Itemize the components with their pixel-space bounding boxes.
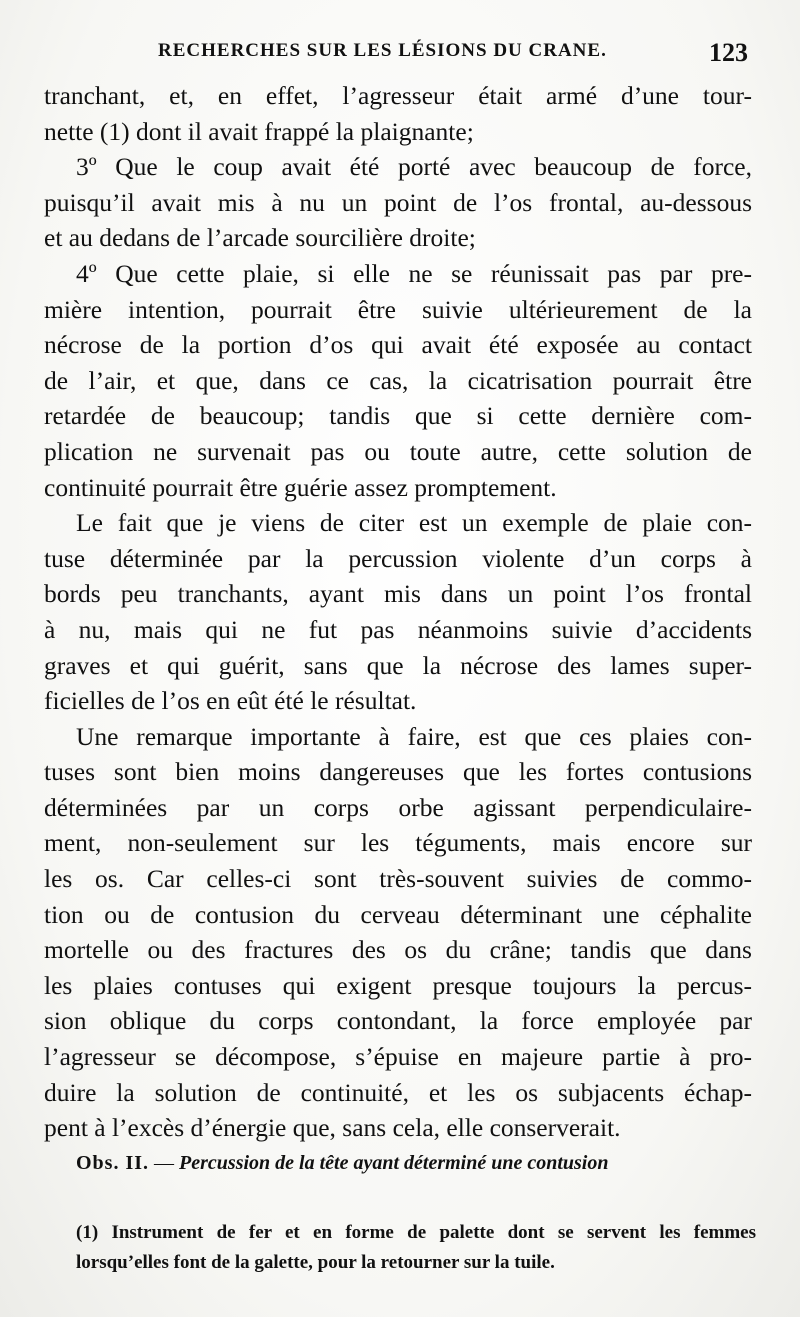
footnote-line: (1) Instrument de fer et en forme de palette dont se servent les femmes [76,1222,756,1243]
observation-dash: — [149,1152,180,1174]
footnote-line: lorsqu’elles font de la galette, pour la retourner sur la tuile. [76,1252,555,1273]
text-line: tuse déterminée par la percussion violente d’un corps à [44,543,752,573]
running-head: RECHERCHES SUR LES LÉSIONS DU CRANE. [158,40,607,61]
page-header [48,38,748,72]
text-line: les plaies contuses qui exigent presque toujours la percus- [44,970,752,1000]
text-line: mière intention, pourrait être suivie ultérieurement de la [44,294,752,324]
text-line: duire la solution de continuité, et les os subjacents échap- [44,1077,752,1107]
text-line: les os. Car celles-ci sont très-souvent suivies de commo- [44,864,752,894]
text-line: de l’air, et que, dans ce cas, la cicatrisation pourrait être [44,365,752,395]
text-line: retardée de beaucoup; tandis que si cette dernière com- [44,401,752,431]
text-line: sion oblique du corps contondant, la force employée par [44,1006,752,1036]
text-line: plication ne survenait pas ou toute autre, cette solution de [44,436,752,466]
text-line: mortelle ou des fractures des os du crâne; tandis que dans [44,935,752,965]
text-line: graves et qui guérit, sans que la nécrose des lames super- [44,650,752,680]
text-line: l’agresseur se décompose, s’épuise en majeure partie à pro- [44,1042,752,1072]
page-number: 123 [709,38,748,67]
text-line: nette (1) dont il avait frappé la plaignante; [44,116,474,146]
text-line: tranchant, et, en effet, l’agresseur était armé d’une tour- [44,81,752,110]
text-line: ment, non-seulement sur les téguments, mais encore sur [44,828,752,858]
text-line: nécrose de la portion d’os qui avait été exposée au contact [44,330,752,360]
text-line: 4º Que cette plaie, si elle ne se réunissait pas par pre- [76,258,752,288]
text-line: déterminées par un corps orbe agissant perpendiculaire- [44,792,752,822]
footnote [76,1218,756,1278]
observation-title: Percussion de la tête ayant déterminé une contusion [179,1152,609,1174]
text-line: Une remarque importante à faire, est que ces plaies con- [76,721,752,751]
text-line: Le fait que je viens de citer est un exemple de plaie con- [76,508,752,538]
text-line: 3º Que le coup avait été porté avec beaucoup de force, [76,152,752,182]
text-line: puisqu’il avait mis à nu un point de l’os frontal, au-dessous [44,187,752,217]
text-line: tion ou de contusion du cerveau déterminant une céphalite [44,899,752,929]
text-line: ficielles de l’os en eût été le résultat. [44,686,417,716]
text-line: bords peu tranchants, ayant mis dans un point l’os frontal [44,579,752,609]
text-line: pent à l’excès d’énergie que, sans cela, elle conserverait. [44,1113,621,1143]
text-line: tuses sont bien moins dangereuses que les fortes contusions [44,757,752,787]
body-text [44,78,752,1146]
text-line: et au dedans de l’arcade sourcilière droite; [44,223,476,253]
text-line: à nu, mais qui ne fut pas néanmoins suivie d’accidents [44,614,752,644]
observation-label: Obs. II. [76,1152,150,1174]
text-line: continuité pourrait être guérie assez promptement. [44,472,557,502]
observation-heading [76,1152,758,1175]
